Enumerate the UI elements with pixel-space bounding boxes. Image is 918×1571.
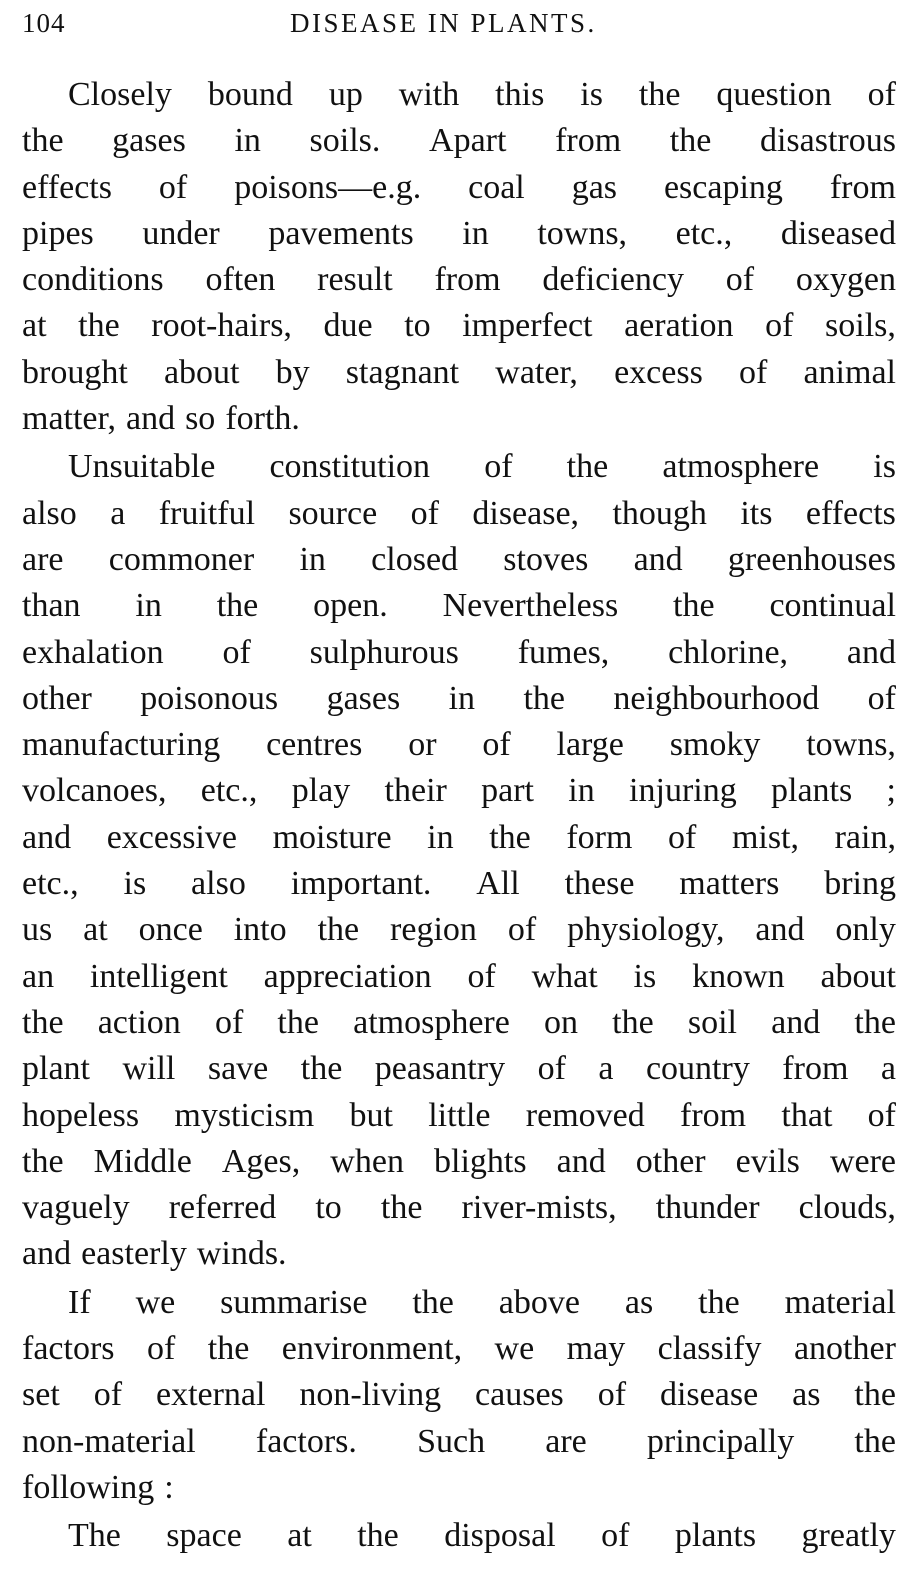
word: of: [410, 494, 439, 532]
word: important.: [290, 865, 432, 903]
text-line: [22, 1513, 896, 1559]
word: appreciation: [263, 957, 432, 995]
word: rain,: [834, 818, 896, 856]
word: at: [22, 307, 47, 345]
word: soils.: [309, 122, 381, 160]
word: removed: [525, 1096, 645, 1134]
word: that: [781, 1096, 833, 1134]
text-line: [22, 396, 896, 442]
word: poisonous: [140, 679, 279, 717]
word: set: [22, 1376, 60, 1414]
word: closed: [371, 540, 459, 578]
text-line: [22, 1139, 896, 1185]
text-line: [22, 861, 896, 907]
word: constitution: [269, 448, 431, 486]
word: by: [275, 353, 310, 391]
word: towns,: [537, 214, 628, 252]
word: atmosphere: [662, 448, 820, 486]
word: non-material: [22, 1422, 196, 1460]
word: we: [494, 1330, 535, 1368]
word: result: [317, 261, 393, 299]
word: above: [498, 1283, 580, 1321]
word: If: [68, 1283, 91, 1321]
word: the: [22, 122, 64, 160]
word: region: [390, 911, 477, 949]
word: though: [612, 494, 707, 532]
word: of: [867, 1096, 896, 1134]
text-line: [22, 1326, 896, 1372]
word: continual: [769, 587, 896, 625]
word: large: [556, 726, 624, 764]
word: in: [299, 540, 326, 578]
word: aeration: [624, 307, 734, 345]
word: causes: [475, 1376, 564, 1414]
word: of: [146, 1330, 176, 1368]
word: :: [164, 1468, 174, 1506]
word: the: [22, 1142, 64, 1180]
paragraph: [22, 1513, 896, 1559]
word: root-hairs,: [151, 307, 292, 345]
text-line: [22, 211, 896, 257]
word: in: [135, 587, 162, 625]
word: effects: [22, 168, 112, 206]
word: in: [448, 679, 476, 717]
word: stoves: [503, 540, 589, 578]
word: classify: [657, 1330, 762, 1368]
paragraph: [22, 444, 896, 1277]
word: environment,: [281, 1330, 463, 1368]
word: as: [624, 1283, 654, 1321]
word: neighbourhood: [613, 679, 820, 717]
word: is: [580, 76, 603, 113]
word: of: [765, 307, 794, 345]
word: will: [122, 1050, 176, 1088]
paragraph: [22, 1280, 896, 1511]
word: source: [288, 494, 378, 532]
word: the: [523, 679, 565, 717]
text-line: [22, 1465, 896, 1511]
word: are: [545, 1422, 587, 1460]
word: matters: [679, 865, 780, 903]
word: its: [740, 494, 773, 532]
word: open.: [313, 587, 388, 625]
running-title: DISEASE IN PLANTS.: [290, 8, 597, 38]
word: greatly: [801, 1517, 896, 1555]
word: physiology,: [567, 911, 725, 949]
word: of: [867, 76, 896, 113]
word: ;: [886, 772, 896, 810]
text-line: [22, 1046, 896, 1092]
word: the: [854, 1376, 896, 1414]
text-line: [22, 350, 896, 396]
word: pavements: [268, 214, 414, 252]
word: also: [22, 494, 77, 532]
word: the: [669, 122, 712, 160]
word: the: [638, 76, 681, 113]
word: disease,: [472, 494, 580, 532]
word: non-living: [299, 1376, 442, 1414]
word: poisons—e.g.: [234, 168, 422, 206]
word: also: [191, 865, 246, 903]
word: water,: [495, 353, 578, 391]
word: the: [300, 1050, 343, 1088]
word: atmosphere: [353, 1003, 510, 1041]
text-line: [22, 72, 896, 118]
text-line: [22, 444, 896, 490]
word: Ages,: [221, 1142, 301, 1180]
word: evils: [735, 1142, 800, 1180]
word: Unsuitable: [68, 448, 216, 486]
word: injuring: [629, 772, 737, 810]
word: external: [155, 1376, 266, 1414]
word: plants: [771, 772, 853, 810]
word: the: [489, 818, 531, 856]
word: than: [22, 587, 81, 625]
word: the: [380, 1189, 423, 1227]
word: chlorine,: [668, 633, 789, 671]
word: of: [222, 633, 251, 671]
word: and: [22, 818, 72, 856]
word: in: [234, 122, 261, 160]
word: mysticism: [174, 1096, 315, 1134]
word: so: [185, 400, 216, 438]
word: the: [216, 587, 259, 625]
word: these: [564, 865, 635, 903]
word: into: [233, 911, 287, 949]
word: coal: [468, 168, 525, 206]
word: from: [434, 261, 501, 299]
word: space: [166, 1517, 242, 1555]
text-line: [22, 118, 896, 164]
word: and: [22, 1235, 72, 1273]
word: part: [481, 772, 534, 810]
word: the: [78, 307, 120, 345]
word: bring: [824, 865, 896, 903]
word: question: [716, 76, 832, 113]
word: animal: [803, 353, 896, 391]
word: the: [207, 1330, 250, 1368]
word: a: [598, 1050, 614, 1088]
word: other: [635, 1142, 706, 1180]
word: under: [142, 214, 220, 252]
word: soil: [687, 1003, 737, 1041]
word: often: [205, 261, 276, 299]
word: this: [495, 76, 545, 113]
word: deficiency: [542, 261, 684, 299]
word: mist,: [731, 818, 800, 856]
word: peasantry: [374, 1050, 506, 1088]
word: Apart: [429, 122, 507, 160]
word: matter,: [22, 400, 116, 438]
word: volcanoes,: [22, 772, 167, 810]
text-line: [22, 768, 896, 814]
word: of: [158, 168, 188, 206]
text-line: [22, 165, 896, 211]
word: only: [835, 911, 896, 949]
word: at: [83, 911, 108, 949]
word: conditions: [22, 261, 164, 299]
word: etc.,: [22, 865, 79, 903]
text-line: [22, 630, 896, 676]
word: to: [315, 1189, 342, 1227]
word: factors.: [255, 1422, 357, 1460]
word: in: [427, 818, 454, 856]
word: once: [138, 911, 203, 949]
word: an: [22, 957, 55, 995]
word: were: [829, 1142, 896, 1180]
word: the: [277, 1003, 319, 1041]
word: blights: [434, 1142, 527, 1180]
text-line: [22, 491, 896, 537]
word: what: [531, 957, 598, 995]
word: but: [349, 1096, 393, 1134]
word: etc.,: [675, 214, 733, 252]
word: plant: [22, 1050, 90, 1088]
word: and: [771, 1003, 821, 1041]
word: oxygen: [795, 261, 896, 299]
word: hopeless: [22, 1096, 140, 1134]
word: of: [93, 1376, 123, 1414]
word: Nevertheless: [442, 587, 619, 625]
page-number: 104: [22, 8, 66, 38]
word: of: [214, 1003, 244, 1041]
text-line: [22, 257, 896, 303]
word: is: [123, 865, 147, 903]
word: of: [507, 911, 537, 949]
word: the: [854, 1003, 896, 1041]
word: the: [854, 1422, 896, 1460]
word: winds.: [196, 1235, 287, 1273]
word: manufacturing: [22, 726, 221, 764]
word: the: [673, 587, 715, 625]
word: save: [207, 1050, 269, 1088]
word: in: [462, 214, 489, 252]
word: are: [22, 540, 64, 578]
word: commoner: [108, 540, 255, 578]
word: easterly: [81, 1235, 187, 1273]
word: exhalation: [22, 633, 164, 671]
word: fumes,: [517, 633, 610, 671]
word: referred: [168, 1189, 277, 1227]
word: The: [68, 1517, 121, 1555]
word: their: [384, 772, 447, 810]
word: the: [698, 1283, 740, 1321]
word: and: [846, 633, 896, 671]
word: form: [566, 818, 633, 856]
text-line: [22, 1231, 896, 1277]
word: may: [566, 1330, 626, 1368]
word: effects: [805, 494, 896, 532]
word: the: [566, 448, 609, 486]
text-line: [22, 1000, 896, 1046]
word: material: [784, 1283, 896, 1321]
word: gases: [112, 122, 186, 160]
running-head: [22, 8, 902, 48]
paragraph: [22, 72, 896, 442]
word: forth.: [225, 400, 300, 438]
word: the: [612, 1003, 654, 1041]
word: on: [544, 1003, 578, 1041]
text-line: [22, 1185, 896, 1231]
text-line: [22, 722, 896, 768]
word: of: [597, 1376, 627, 1414]
word: moisture: [272, 818, 392, 856]
word: and: [633, 540, 683, 578]
word: of: [482, 726, 511, 764]
word: is: [633, 957, 657, 995]
word: following: [22, 1468, 155, 1506]
word: Such: [417, 1422, 486, 1460]
word: of: [484, 448, 513, 486]
word: in: [568, 772, 595, 810]
word: excess: [614, 353, 703, 391]
word: action: [97, 1003, 181, 1041]
word: of: [725, 261, 755, 299]
word: country: [645, 1050, 750, 1088]
text-line: [22, 537, 896, 583]
word: plants: [674, 1517, 757, 1555]
word: a: [880, 1050, 896, 1088]
word: up: [328, 76, 363, 113]
word: as: [792, 1376, 821, 1414]
word: us: [22, 911, 53, 949]
word: of: [601, 1517, 630, 1555]
word: greenhouses: [727, 540, 896, 578]
word: smoky: [669, 726, 761, 764]
word: and: [755, 911, 805, 949]
word: summarise: [220, 1283, 368, 1321]
word: from: [680, 1096, 747, 1134]
word: of: [738, 353, 768, 391]
word: is: [873, 448, 896, 486]
word: due: [323, 307, 373, 345]
word: and: [125, 400, 176, 438]
text-line: [22, 815, 896, 861]
word: thunder: [655, 1189, 760, 1227]
text-line: [22, 1093, 896, 1139]
word: soils,: [825, 307, 896, 345]
word: when: [330, 1142, 404, 1180]
word: towns,: [806, 726, 896, 764]
word: about: [820, 957, 896, 995]
word: a: [110, 494, 126, 532]
word: disposal: [444, 1517, 556, 1555]
word: and: [556, 1142, 606, 1180]
word: of: [537, 1050, 566, 1088]
text-line: [22, 907, 896, 953]
word: etc.,: [200, 772, 258, 810]
word: another: [793, 1330, 896, 1368]
text-line: [22, 676, 896, 722]
text-line: [22, 303, 896, 349]
word: intelligent: [89, 957, 228, 995]
word: the: [357, 1517, 399, 1555]
word: from: [782, 1050, 849, 1088]
word: the: [22, 1003, 64, 1041]
word: gas: [571, 168, 618, 206]
word: clouds,: [798, 1189, 896, 1227]
word: gases: [326, 679, 401, 717]
word: we: [135, 1283, 176, 1321]
word: or: [408, 726, 437, 764]
word: vaguely: [22, 1189, 130, 1227]
word: the: [412, 1283, 454, 1321]
word: play: [291, 772, 351, 810]
word: about: [163, 353, 240, 391]
word: other: [22, 679, 92, 717]
word: little: [428, 1096, 491, 1134]
text-line: [22, 1280, 896, 1326]
word: of: [668, 818, 697, 856]
word: with: [398, 76, 460, 113]
word: imperfect: [462, 307, 593, 345]
word: known: [692, 957, 785, 995]
word: diseased: [780, 214, 896, 252]
word: at: [287, 1517, 312, 1555]
word: Middle: [93, 1142, 192, 1180]
word: disease: [659, 1376, 759, 1414]
word: of: [867, 679, 896, 717]
word: to: [404, 307, 431, 345]
body-text: [22, 72, 896, 1562]
word: the: [317, 911, 360, 949]
word: factors: [22, 1330, 115, 1368]
text-line: [22, 1419, 896, 1465]
word: sulphurous: [309, 633, 459, 671]
word: stagnant: [345, 353, 460, 391]
word: fruitful: [158, 494, 256, 532]
word: pipes: [22, 214, 94, 252]
word: disastrous: [759, 122, 896, 160]
word: escaping: [663, 168, 783, 206]
word: Closely: [68, 76, 172, 113]
text-line: [22, 954, 896, 1000]
word: principally: [646, 1422, 795, 1460]
word: of: [467, 957, 496, 995]
word: excessive: [106, 818, 237, 856]
text-line: [22, 1372, 896, 1418]
word: bound: [207, 76, 293, 113]
word: from: [555, 122, 622, 160]
text-line: [22, 583, 896, 629]
word: river-mists,: [461, 1189, 617, 1227]
word: from: [829, 168, 896, 206]
word: All: [476, 865, 520, 903]
word: centres: [266, 726, 363, 764]
word: brought: [22, 353, 128, 391]
